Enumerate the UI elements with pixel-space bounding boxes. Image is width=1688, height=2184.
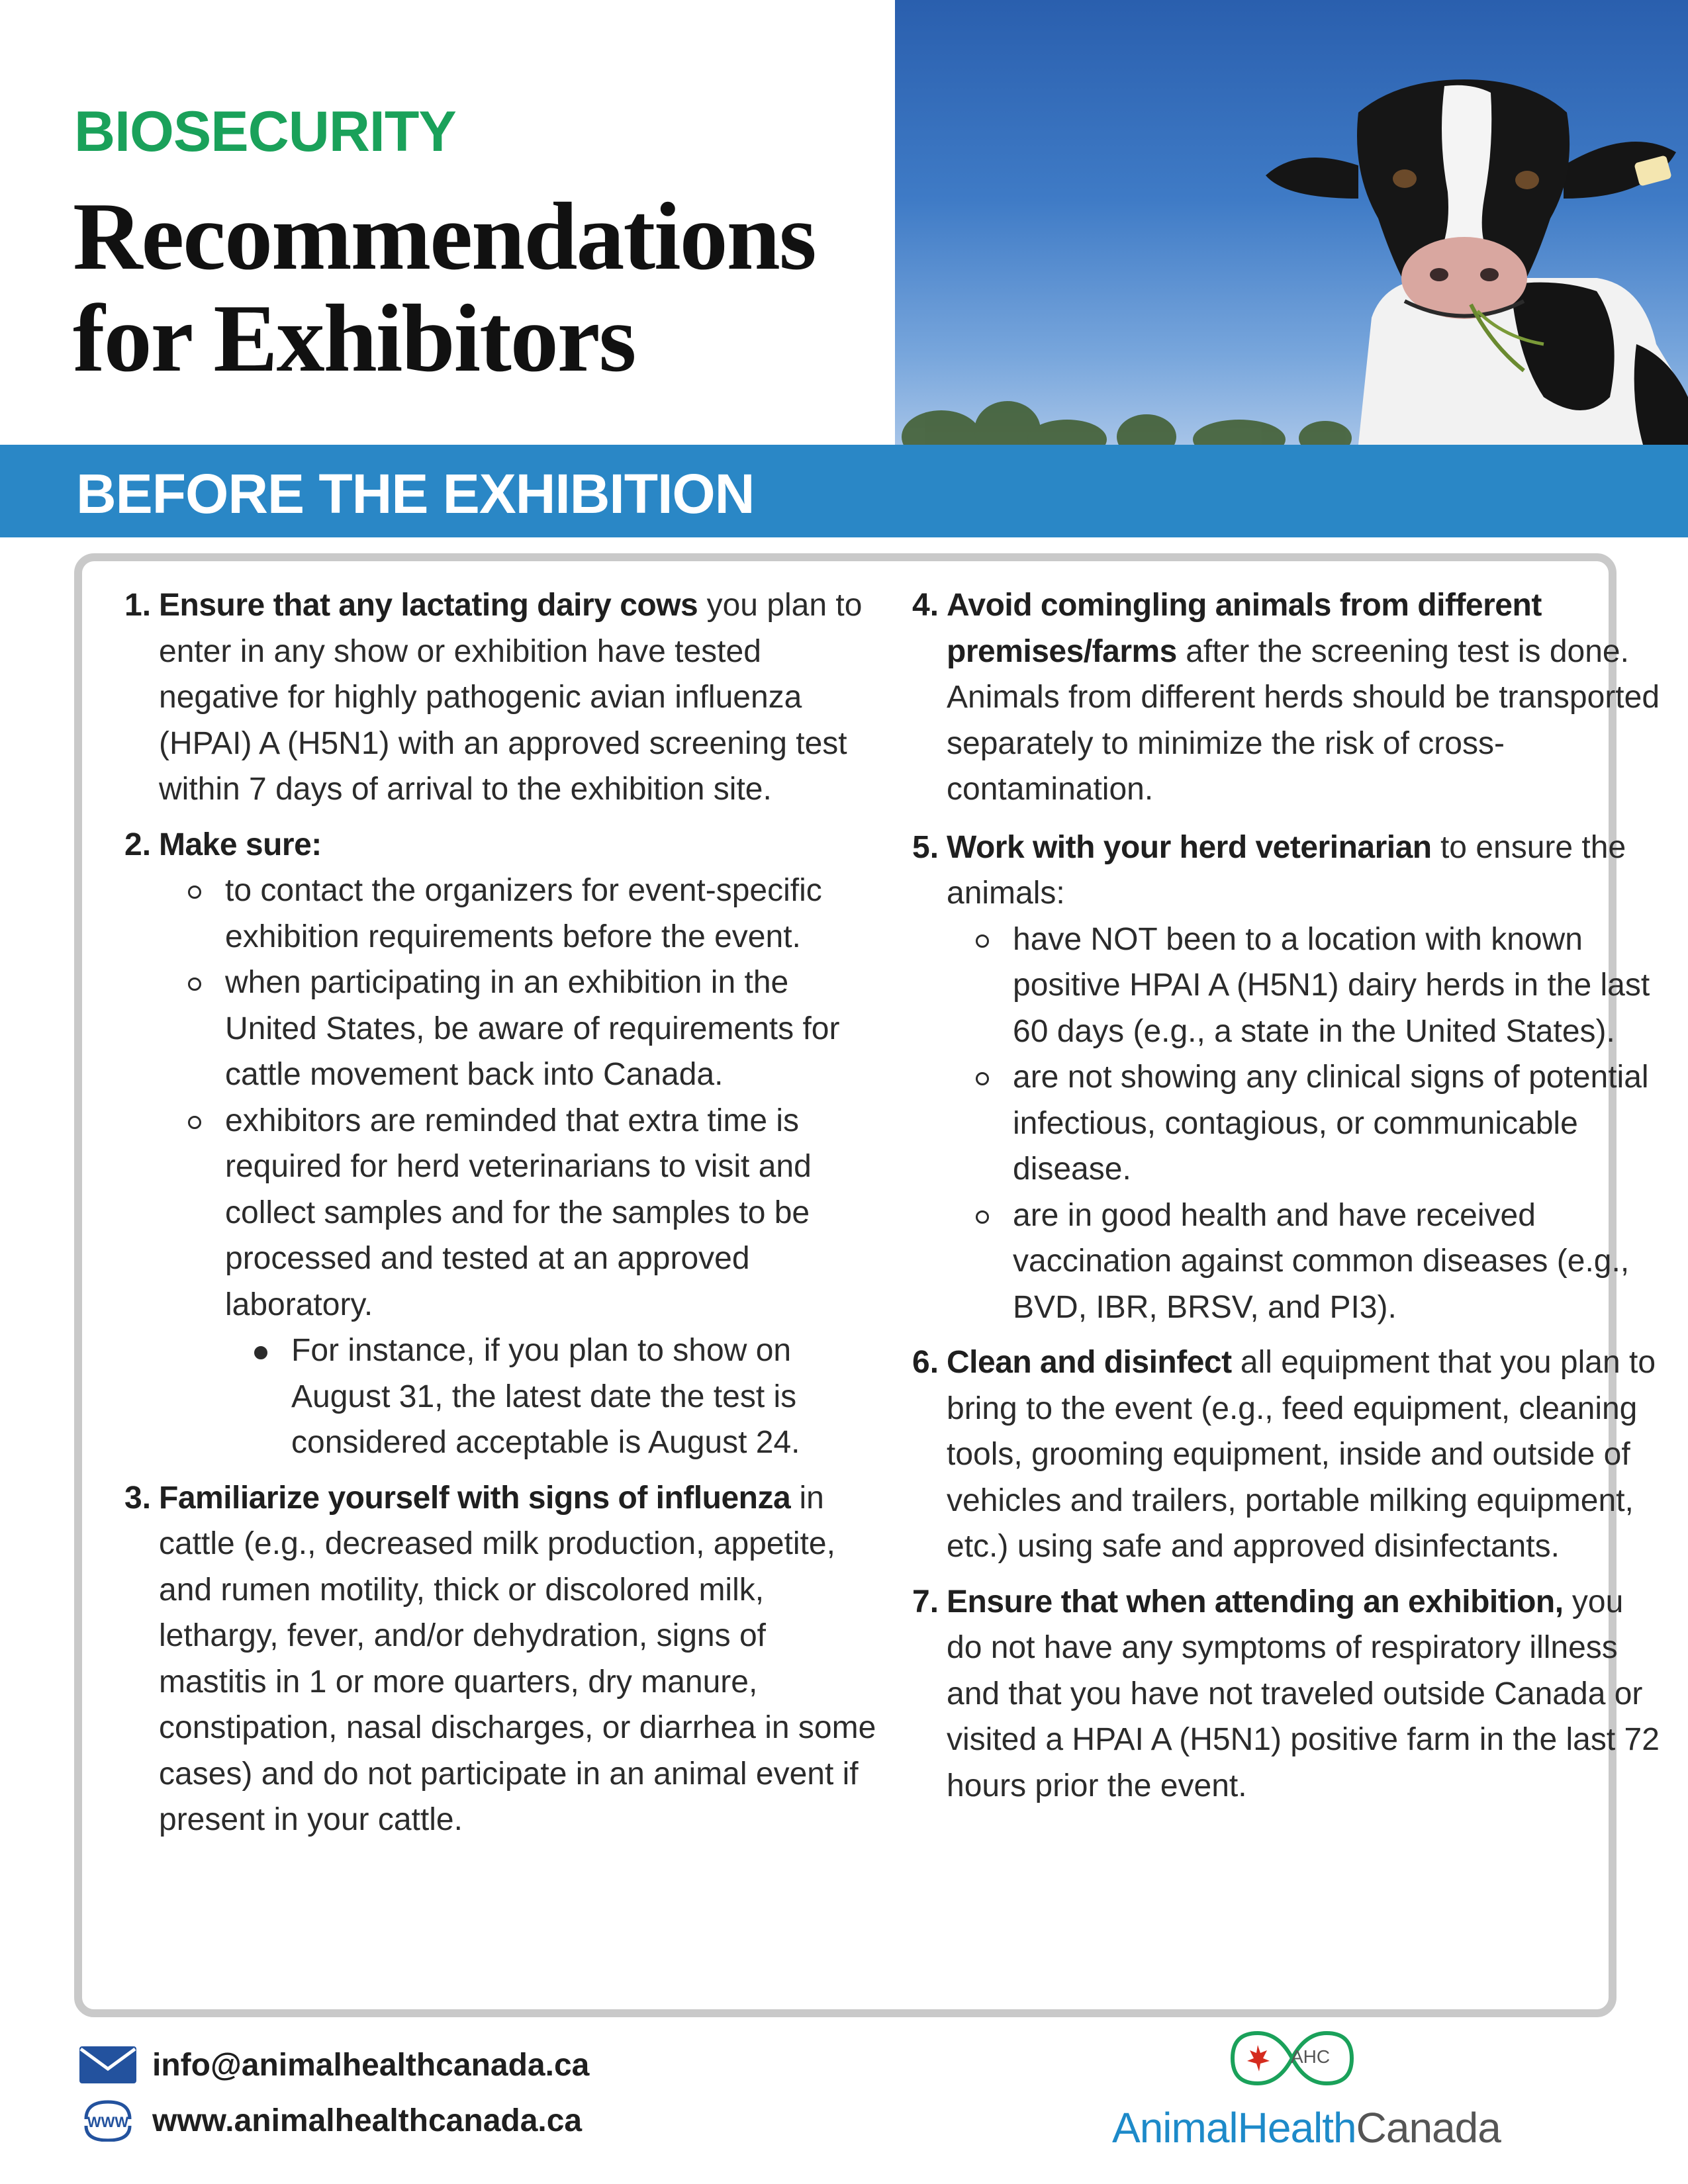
left-column <box>124 582 879 1843</box>
list-item-2 <box>124 822 879 1466</box>
item-number: 6. <box>912 1345 939 1380</box>
website-link[interactable]: www.animalhealthcanada.ca <box>152 2103 583 2138</box>
list-item-4 <box>912 582 1667 813</box>
item-text: after the screening test is done. Animals from different herds should be transported separately to minimize the risk of cross-contamination. <box>947 633 1660 807</box>
sub-list <box>159 868 879 1466</box>
cow-illustration <box>895 0 1688 445</box>
page-title: Recommendations for Exhibitors <box>73 183 816 392</box>
sub-list-item: are in good health and have received vaccination against common diseases (e.g., BVD, IBR, BRSV, and PI3). <box>947 1193 1667 1331</box>
item-number: 1. <box>124 588 152 623</box>
logo-word-health: Health <box>1237 2104 1356 2152</box>
sub-sub-list <box>225 1328 879 1466</box>
envelope-icon <box>78 2044 138 2086</box>
cow-photo <box>895 0 1688 445</box>
logo-wordmark <box>1112 2103 1501 2152</box>
website-contact[interactable] <box>78 2099 582 2142</box>
item-text: you plan to enter in any show or exhibition have tested negative for highly pathogenic avian influenza (HPAI) A (H5N1) with an approved screening test within 7 days of arrival to the exhibition site. <box>159 588 863 807</box>
list-item-7 <box>912 1579 1667 1809</box>
item-lead: Ensure that when attending an exhibition, <box>947 1584 1564 1619</box>
sub-sub-list-item: For instance, if you plan to show on August 31, the latest date the test is considered acceptable is August 24. <box>225 1328 879 1466</box>
list-item-6 <box>912 1340 1667 1570</box>
email-link[interactable]: info@animalhealthcanada.ca <box>152 2047 590 2083</box>
logo-word-canada: Canada <box>1356 2104 1501 2152</box>
ahc-logo <box>1112 2025 1575 2158</box>
kicker-label: BIOSECURITY <box>74 100 456 163</box>
globe-icon <box>78 2099 138 2142</box>
list-item-5 <box>912 825 1667 1331</box>
item-lead: Clean and disinfect <box>947 1345 1232 1380</box>
list-item-3 <box>124 1475 879 1843</box>
sub-list <box>947 917 1667 1331</box>
item-number: 3. <box>124 1480 152 1516</box>
sub-list-item: when participating in an exhibition in the United States, be aware of requirements for cattle movement back into Canada. <box>159 960 879 1098</box>
section-band <box>0 445 1688 537</box>
right-column <box>912 582 1667 1809</box>
item-number: 7. <box>912 1584 939 1619</box>
item-text: in cattle (e.g., decreased milk production, appetite, and rumen motility, thick or discolored milk, lethargy, fever, and/or dehydration, signs of mastitis in 1 or more quarters, dry manure, constipation, nasal discharges, or diarrhea in some cases) and do not participate in an animal event if present in your cattle. <box>159 1480 876 1837</box>
recommendations-panel <box>74 553 1660 2017</box>
item-lead: Avoid comingling animals from different premises/farms <box>947 588 1542 669</box>
item-number: 4. <box>912 588 939 623</box>
item-text: all equipment that you plan to bring to the event (e.g., feed equipment, cleaning tools, grooming equipment, inside and outside of vehicles and trailers, portable milking equipment, etc.) using safe and approved disinfectants. <box>947 1345 1656 1564</box>
sub-list-item: have NOT been to a location with known positive HPAI A (H5N1) dairy herds in the last 60 days (e.g., a state in the United States). <box>947 917 1667 1055</box>
email-contact[interactable] <box>78 2044 589 2086</box>
list-item-1 <box>124 582 879 813</box>
sub-list-item: are not showing any clinical signs of potential infectious, contagious, or communicable disease. <box>947 1054 1667 1193</box>
item-lead: Familiarize yourself with signs of influenza <box>159 1480 791 1516</box>
item-text: you do not have any symptoms of respiratory illness and that you have not traveled outside Canada or visited a HPAI A (H5N1) positive farm in the last 72 hours prior the event. <box>947 1584 1660 1803</box>
sub-list-item: to contact the organizers for event-specific exhibition requirements before the event. <box>159 868 879 960</box>
item-lead: Work with your herd veterinarian <box>947 829 1432 865</box>
sub-list-item-text: exhibitors are reminded that extra time is required for herd veterinarians to visit and collect samples and for the samples to be processed and tested at an approved laboratory. <box>225 1103 812 1322</box>
www-label: WWW <box>87 2114 129 2130</box>
item-lead: Ensure that any lactating dairy cows <box>159 588 698 623</box>
logo-abbr: AHC <box>1291 2046 1331 2067</box>
logo-word-animal: Animal <box>1112 2104 1238 2152</box>
item-number: 5. <box>912 829 939 865</box>
item-number: 2. <box>124 827 152 862</box>
section-title: BEFORE THE EXHIBITION <box>76 463 755 525</box>
item-text: to ensure the animals: <box>947 829 1626 911</box>
item-lead: Make sure: <box>159 827 322 862</box>
sub-list-item <box>159 1098 879 1466</box>
